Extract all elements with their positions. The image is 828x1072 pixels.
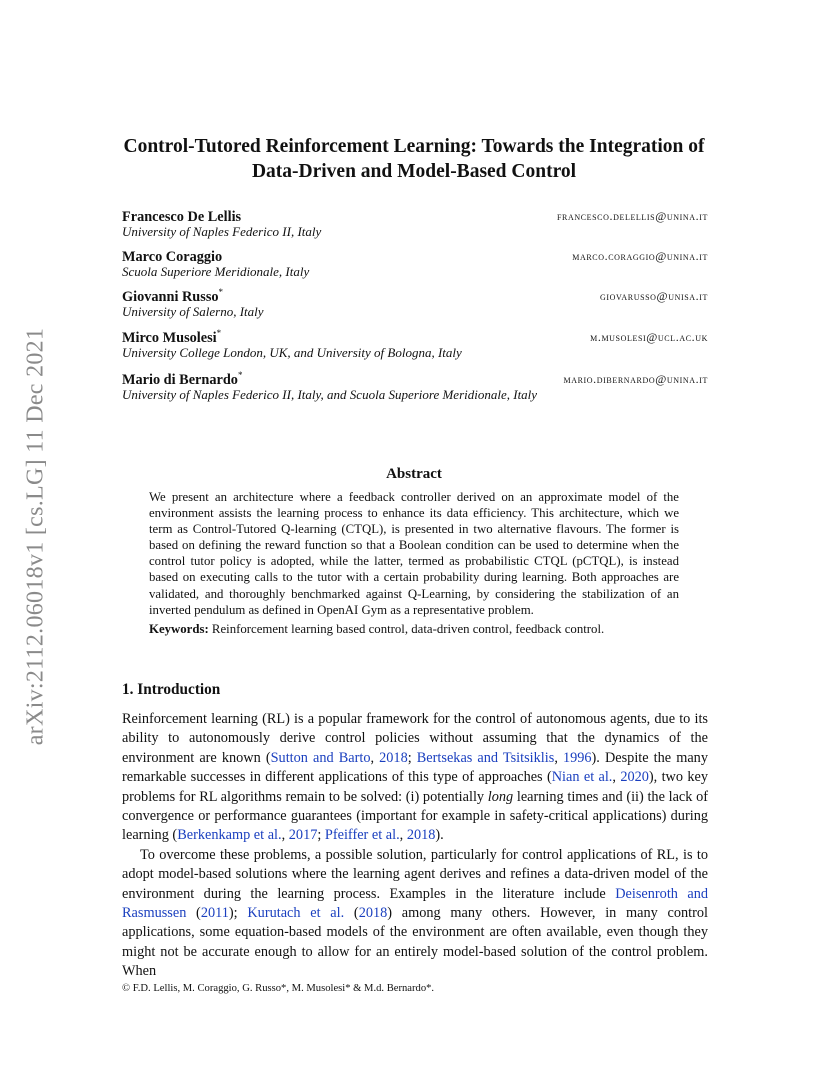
abstract-text: We present an architecture where a feedback controller derived on an approximate model of the environment assists the learning process to enhance its data efficiency. This architecture, which we term as Control-Tutored Q-learning (CTQL), is presented in two alternative flavours. The former is based on defining the reward function so that a Boolean condition can be used to determine when the control tutor policy is adopted, while the latter, termed as probabilistic CTQL (pCTQL), is instead based on executing calls to the tutor with a certain probability during learning. Both approaches are validated, and thoroughly benchmarked against Q-Learning, by considering the stabilization of an inverted pendulum as defined in OpenAI Gym as a representative problem.: [149, 490, 679, 617]
author-name: Francesco De Lellis: [122, 208, 242, 225]
title-line-1: Control-Tutored Reinforcement Learning: Towards the Integration of: [123, 136, 705, 157]
author-email[interactable]: m.musolesi@ucl.ac.uk: [590, 330, 708, 344]
author-block: [122, 247, 708, 283]
citation-link[interactable]: 2017: [288, 827, 318, 844]
paragraph: To overcome these problems, a possible solution, particularly for control applications of RL, is to adopt model-based solutions where the learning agent derives and refines a data-driven model of the environment during the learning process. Examples in the literature include Deisenroth and Rasmussen (2011); Kurutach et al. (2018) among many others. However, in many control applications, some equation-based models of the environment are often available, even though they might not be accurate enough to allow for an entirely model-based solution of the control problem. When: [122, 846, 709, 980]
citation-link[interactable]: 2020: [620, 769, 649, 786]
author-email[interactable]: marco.coraggio@unina.it: [572, 249, 708, 263]
citation-link[interactable]: Nian et al.: [551, 769, 613, 786]
introduction-body: [122, 710, 708, 982]
paper-title: [100, 134, 728, 184]
author-name: Marco Coraggio: [122, 248, 223, 265]
citation-link[interactable]: Kurutach et al.: [247, 905, 345, 922]
author-affiliation: University College London, UK, and University of Bologna, Italy: [122, 345, 462, 360]
author-name: Giovanni Russo*: [122, 287, 224, 305]
keywords-text: Reinforcement learning based control, data-driven control, feedback control.: [208, 622, 605, 636]
copyright-footer: © F.D. Lellis, M. Coraggio, G. Russo*, M. Musolesi* & M.d. Bernardo*.: [122, 983, 435, 994]
author-block: [122, 370, 708, 406]
citation-link[interactable]: Deisenroth and Rasmussen: [122, 885, 708, 922]
author-affiliation: Scuola Superiore Meridionale, Italy: [122, 264, 310, 279]
citation-link[interactable]: Pfeiffer et al.: [324, 827, 400, 844]
author-name: Mirco Musolesi*: [122, 328, 222, 346]
author-email[interactable]: giovarusso@unisa.it: [600, 289, 708, 303]
author-email[interactable]: mario.dibernardo@unina.it: [563, 372, 708, 386]
abstract-heading: Abstract: [386, 466, 442, 482]
arxiv-identifier: arXiv:2112.06018v1 [cs.LG] 11 Dec 2021: [22, 327, 49, 745]
citation-link[interactable]: 2018: [358, 905, 388, 922]
citation-link[interactable]: 2011: [200, 905, 229, 922]
emphasis: long: [487, 788, 514, 805]
section-heading: 1. Introduction: [122, 681, 221, 698]
author-affiliation: University of Naples Federico II, Italy, and Scuola Superiore Meridionale, Italy: [122, 387, 538, 402]
author-block: [122, 207, 708, 243]
citation-link[interactable]: 1996: [562, 749, 592, 766]
keywords: [149, 622, 679, 637]
citation-link[interactable]: Bertsekas and Tsitsiklis: [416, 749, 555, 766]
title-line-2: Data-Driven and Model-Based Control: [251, 161, 577, 182]
citation-link[interactable]: Berkenkamp et al.: [177, 827, 282, 844]
author-name: Mario di Bernardo*: [122, 370, 243, 388]
author-block: [122, 287, 708, 323]
author-email[interactable]: francesco.delellis@unina.it: [556, 209, 708, 223]
author-block: [122, 328, 708, 364]
citation-link[interactable]: 2018: [379, 749, 408, 766]
keywords-label: Keywords:: [149, 622, 209, 636]
citation-link[interactable]: Sutton and Barto: [270, 749, 371, 766]
author-affiliation: University of Naples Federico II, Italy: [122, 224, 322, 239]
author-affiliation: University of Salerno, Italy: [122, 304, 264, 319]
citation-link[interactable]: 2018: [406, 827, 436, 844]
paragraph: Reinforcement learning (RL) is a popular framework for the control of autonomous agents, due to its ability to autonomously derive control policies without assuming that the dynamics of the environment are known (Sutton and Barto, 2018; Bertsekas and Tsitsiklis, 1996). Despite the many remarkable successes in different applications of this type of approaches (Nian et al., 2020), two key problems for RL algorithms remain to be solved: (i) potentially long learning times and (ii) the lack of convergence or performance guarantees (important for example in safety-critical applications) during learning (Berkenkamp et al., 2017; Pfeiffer et al., 2018).: [122, 711, 708, 844]
arxiv-watermark: [12, 0, 60, 1072]
